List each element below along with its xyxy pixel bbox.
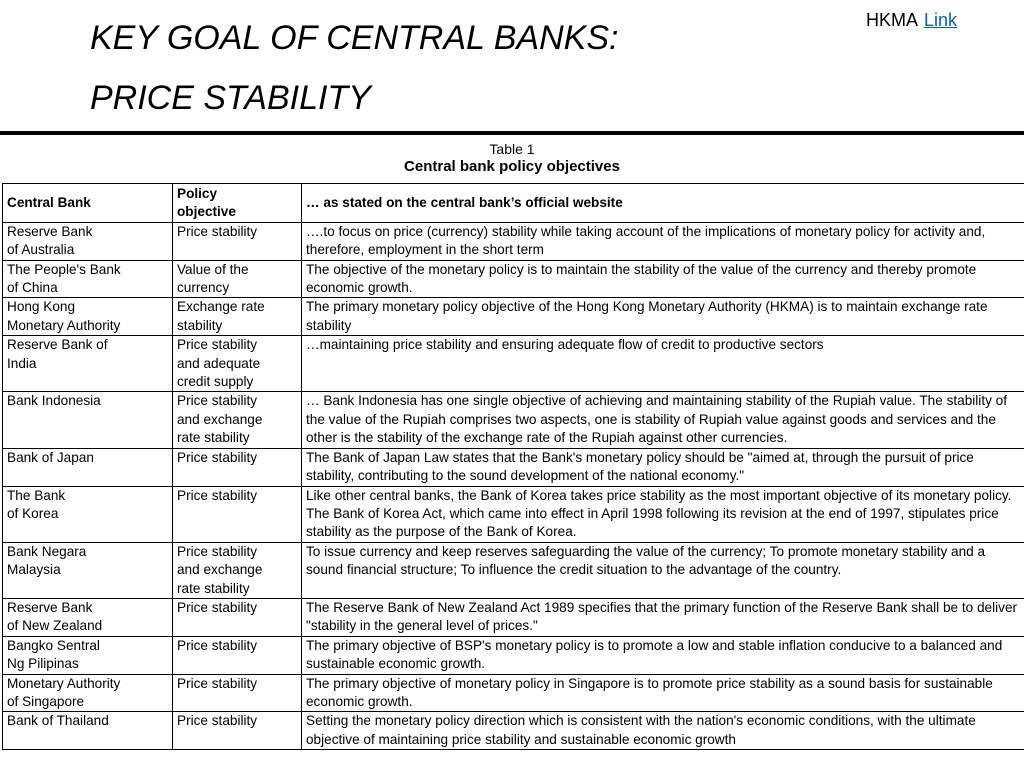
cell-policy-objective: Price stability (173, 712, 302, 750)
cell-official-statement: The primary objective of BSP's monetary policy is to promote a low and stable inflation conducive to a balanced and sustainable economic growth. (302, 636, 1024, 674)
cell-central-bank: The People's Bank of China (3, 260, 173, 298)
cell-policy-objective: Price stability (173, 636, 302, 674)
header-official-statement: … as stated on the central bank’s official website (302, 184, 1024, 223)
cell-central-bank: Reserve Bank of India (3, 336, 173, 392)
table-row (3, 298, 1024, 336)
table-row (3, 712, 1024, 750)
cell-official-statement: To issue currency and keep reserves safeguarding the value of the currency; To promote monetary stability and a sound financial structure; To influence the credit situation to the advantage of the country. (302, 542, 1024, 598)
cell-policy-objective: Price stability and exchange rate stability (173, 542, 302, 598)
cell-official-statement: Setting the monetary policy direction which is consistent with the nation's economic conditions, with the ultimate objective of maintaining price stability and sustainable economic growth (302, 712, 1024, 750)
cell-official-statement: … Bank Indonesia has one single objective of achieving and maintaining stability of the Rupiah value. The stability of the value of the Rupiah comprises two aspects, one is stability of Rupiah value against goods and services and the other is the stability of the exchange rate of the Rupiah against other currencies. (302, 392, 1024, 448)
cell-policy-objective: Exchange rate stability (173, 298, 302, 336)
cell-central-bank: Reserve Bank of Australia (3, 222, 173, 260)
cell-policy-objective: Value of the currency (173, 260, 302, 298)
title-line-2: PRICE STABILITY (90, 79, 371, 117)
table-row (3, 636, 1024, 674)
cell-central-bank: Monetary Authority of Singapore (3, 674, 173, 712)
cell-policy-objective: Price stability and adequate credit supply (173, 336, 302, 392)
table-body (3, 222, 1024, 749)
table-caption (0, 140, 1024, 176)
cell-central-bank: Reserve Bank of New Zealand (3, 598, 173, 636)
header-central-bank: Central Bank (3, 184, 173, 223)
table-subtitle: Central bank policy objectives (404, 158, 620, 175)
table-row (3, 448, 1024, 486)
slide-title (90, 8, 618, 128)
source-label: HKMA (866, 10, 918, 30)
table-row (3, 542, 1024, 598)
cell-official-statement: The Bank of Japan Law states that the Bank's monetary policy should be "aimed at, through the pursuit of price stability, contributing to the sound development of the national economy." (302, 448, 1024, 486)
cell-central-bank: The Bank of Korea (3, 486, 173, 542)
cell-official-statement: …maintaining price stability and ensuring adequate flow of credit to productive sectors (302, 336, 1024, 392)
policy-objectives-table (2, 183, 1024, 750)
cell-central-bank: Bank of Thailand (3, 712, 173, 750)
cell-official-statement: The primary monetary policy objective of the Hong Kong Monetary Authority (HKMA) is to maintain exchange rate stability (302, 298, 1024, 336)
cell-policy-objective: Price stability (173, 448, 302, 486)
cell-central-bank: Bank of Japan (3, 448, 173, 486)
header-policy-objective: Policy objective (173, 184, 302, 223)
table-row (3, 260, 1024, 298)
table-row (3, 222, 1024, 260)
cell-official-statement: The Reserve Bank of New Zealand Act 1989 specifies that the primary function of the Reserve Bank shall be to deliver "stability in the general level of prices." (302, 598, 1024, 636)
cell-central-bank: Bangko Sentral Ng Pilipinas (3, 636, 173, 674)
cell-official-statement: The primary objective of monetary policy in Singapore is to promote price stability as a sound basis for sustainable economic growth. (302, 674, 1024, 712)
title-line-1: KEY GOAL OF CENTRAL BANKS: (90, 19, 619, 57)
source-link[interactable]: Link (924, 10, 958, 30)
cell-policy-objective: Price stability and exchange rate stability (173, 392, 302, 448)
cell-official-statement: ….to focus on price (currency) stability while taking account of the implications of monetary policy for activity and, therefore, employment in the short term (302, 222, 1024, 260)
table-header-row (3, 184, 1024, 223)
title-divider (0, 131, 1024, 135)
table-row (3, 674, 1024, 712)
table-number: Table 1 (489, 141, 535, 157)
cell-central-bank: Hong Kong Monetary Authority (3, 298, 173, 336)
table-row (3, 336, 1024, 392)
cell-policy-objective: Price stability (173, 598, 302, 636)
table-row (3, 392, 1024, 448)
table-row (3, 486, 1024, 542)
cell-policy-objective: Price stability (173, 674, 302, 712)
cell-central-bank: Bank Negara Malaysia (3, 542, 173, 598)
cell-policy-objective: Price stability (173, 486, 302, 542)
cell-official-statement: The objective of the monetary policy is to maintain the stability of the value of the currency and thereby promote economic growth. (302, 260, 1024, 298)
source-reference (866, 10, 957, 31)
cell-central-bank: Bank Indonesia (3, 392, 173, 448)
cell-policy-objective: Price stability (173, 222, 302, 260)
cell-official-statement: Like other central banks, the Bank of Korea takes price stability as the most important objective of its monetary policy. The Bank of Korea Act, which came into effect in April 1998 following its revision at the end of 1997, stipulates price stability as the purpose of the Bank of Korea. (302, 486, 1024, 542)
table-row (3, 598, 1024, 636)
